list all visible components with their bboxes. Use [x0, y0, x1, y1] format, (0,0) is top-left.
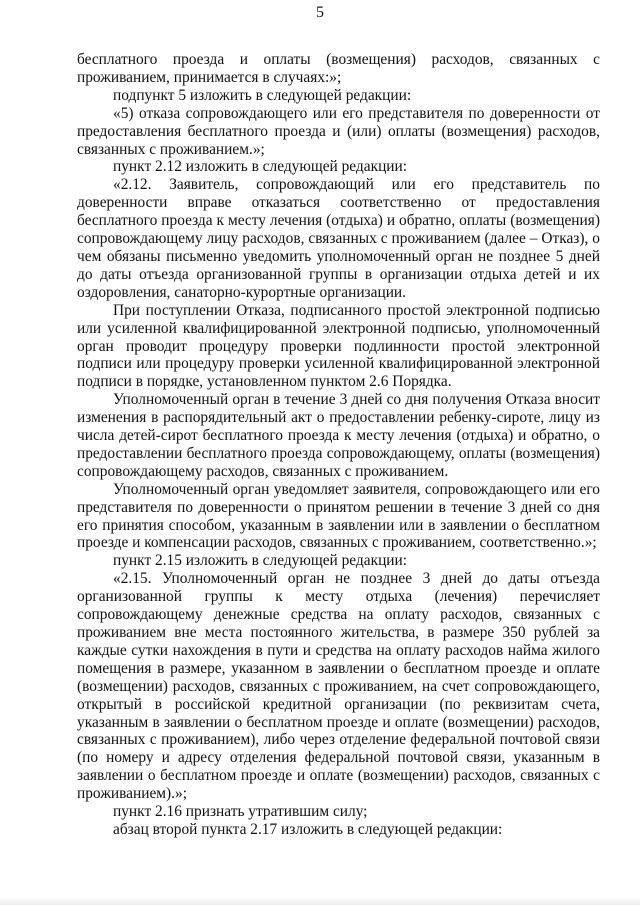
- paragraph-act-amendment: Уполномоченный орган в течение 3 дней со дня получения Отказа вносит изменения в распорядительный акт о предоставлении ребенку-сироте, лицу из числа детей-сирот бесплатного проезда к месту лечения (отдыха) и обратно, о предоставлении бесплатного проезда сопровождающему, оплаты (возмещения) сопровождающему расходов, связанных с проживанием.: [77, 391, 600, 480]
- paragraph-clause-2-12-instruction: пункт 2.12 изложить в следующей редакции:: [113, 158, 408, 176]
- paragraph-clause-2-17-instruction: абзац второй пункта 2.17 изложить в следующей редакции:: [113, 820, 503, 838]
- page-number: 5: [316, 4, 324, 21]
- paragraph-subclause-5-text: «5) отказа сопровождающего или его представителя по доверенности от предоставления бесплатного проезда и (или) оплаты (возмещения) расходов, связанных с проживанием.»;: [77, 104, 600, 158]
- paragraph-clause-2-16: пункт 2.16 признать утратившим силу;: [113, 803, 368, 821]
- paragraph-clause-2-15-instruction: пункт 2.15 изложить в следующей редакции:: [113, 552, 408, 570]
- paragraph-continuation: бесплатного проезда и оплаты (возмещения) расходов, связанных с проживанием, принимается в случаях:»;: [77, 51, 600, 86]
- paragraph-subclause-5-instruction: подпункт 5 изложить в следующей редакции:: [113, 86, 412, 104]
- paragraph-refusal-verification: При поступлении Отказа, подписанного простой электронной подписью или усиленной квалифицированной электронной подписью, уполномоченный орган проводит процедуру проверки подлинности простой электронной подписи или процедуру проверки усиленной квалифицированной электронной подписи в порядке, установленном пунктом 2.6 Порядка.: [77, 301, 600, 391]
- scan-bottom-edge: [0, 897, 640, 905]
- paragraph-decision-notification: Уполномоченный орган уведомляет заявителя, сопровождающего или его представителя по доверенности о принятом решении в течение 3 дней со дня его принятия способом, указанным в заявлении или в заявлении о бесплатном проезде и компенсации расходов, связанных с проживанием, соответственно.»;: [77, 480, 600, 552]
- document-body: [77, 51, 600, 839]
- paragraph-clause-2-12-text: «2.12. Заявитель, сопровождающий или его представитель по доверенности вправе отказаться соответственно от предоставления бесплатного проезда к месту лечения (отдыха) и обратно, оплаты (возмещения) сопровождающему лицу расходов, связанных с проживанием (далее – Отказ), о чем обязаны письменно уведомить уполномоченный орган не позднее 5 дней до даты отъезда организованной группы в организации отдыха детей и их оздоровления, санаторно-курортные организации.: [77, 176, 600, 301]
- paragraph-clause-2-15-text: «2.15. Уполномоченный орган не позднее 3 дней до даты отъезда организованной группы к месту отдыха (лечения) перечисляет сопровождающему денежные средства на оплату расходов, связанных с проживанием вне места постоянного жительства, в размере 350 рублей за каждые сутки нахождения в пути и средства на оплату расходов найма жилого помещения в размере, указанном в заявлении о бесплатном проезде и оплате (возмещении) расходов, связанных с проживанием, на счет сопровождающего, открытый в российской кредитной организации (по реквизитам счета, указанным в заявлении о бесплатном проезде и оплате (возмещении) расходов, связанных с проживанием), либо через отделение федеральной почтовой связи (по номеру и адресу отделения федеральной почтовой связи, указанным в заявлении о бесплатном проезде и оплате (возмещении) расходов, связанных с проживанием).»;: [77, 570, 600, 803]
